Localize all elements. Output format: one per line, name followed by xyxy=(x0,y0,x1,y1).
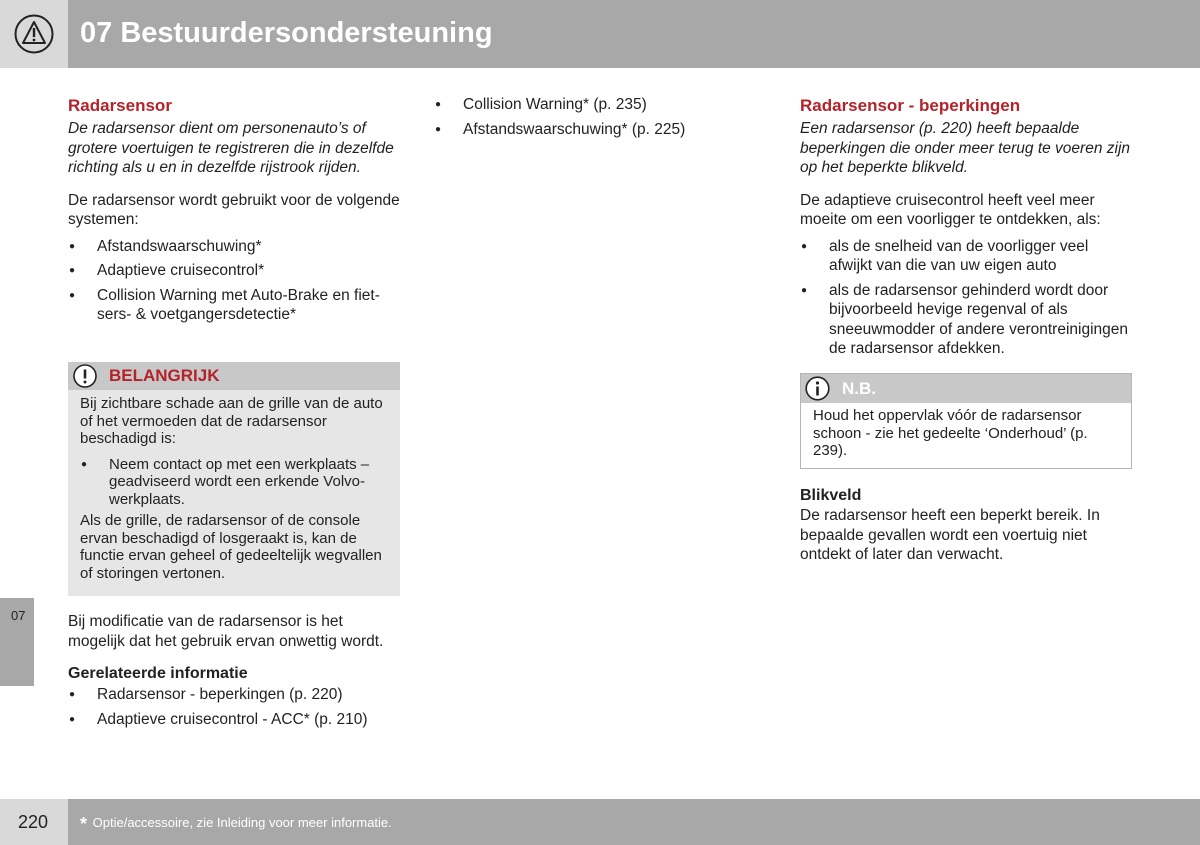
chapter-title: 07 Bestuurdersondersteuning xyxy=(80,17,493,49)
important-notice-title: BELANGRIJK xyxy=(109,366,220,385)
column-1 xyxy=(68,95,400,330)
blikveld-section xyxy=(800,486,1132,565)
blikveld-heading: Blikveld xyxy=(800,487,862,504)
important-notice-body xyxy=(68,390,400,582)
exclamation-icon xyxy=(73,364,97,388)
important-list xyxy=(80,456,388,509)
conditions-list xyxy=(800,237,1132,359)
page-number: 220 xyxy=(18,812,49,832)
conditions-intro: De adaptieve cruisecontrol heeft veel meer moeite om een voorligger te ontdekken, als: xyxy=(800,191,1101,228)
note-box-header xyxy=(801,374,1131,403)
related-info-list-continued xyxy=(434,95,734,139)
systems-list xyxy=(68,237,400,325)
note-box xyxy=(800,373,1132,469)
column-3 xyxy=(800,95,1132,364)
related-link-item[interactable]: ● Adaptieve cruisecontrol - ACC* (p. 210) xyxy=(68,710,400,730)
section-heading-radarsensor: Radarsensor xyxy=(68,96,172,115)
related-link-item[interactable]: ● Collision Warning* (p. 235) xyxy=(434,95,734,115)
asterisk-marker: * xyxy=(80,814,88,834)
info-icon xyxy=(805,376,830,401)
section-lead: Een radarsensor (p. 220) heeft bepaalde beperkingen die onder meer terug te voeren zijn op het beperkte blikveld. xyxy=(800,120,1131,176)
related-link-item[interactable]: ● Radarsensor - beperkingen (p. 220) xyxy=(68,685,400,705)
list-item: ● als de snelheid van de voorligger veel afwijkt van die van uw eigen auto xyxy=(800,237,1132,276)
blikveld-text: De radarsensor heeft een beperkt bereik. In bepaalde gevallen wordt een voertuig niet ontdekt of later dan verwacht. xyxy=(800,507,1100,563)
section-lead: De radarsensor dient om personenauto’s of grotere voertuigen te registreren die in dezelfde richting als u en in dezelfde rijstrook rijden. xyxy=(68,120,394,176)
column-2 xyxy=(434,95,734,144)
chapter-side-tab-label: 07 xyxy=(11,608,26,623)
list-item: ● Afstandswaarschuwing* xyxy=(68,237,400,257)
list-item: ● Neem contact op met een werkplaats – geadviseerd wordt een erkende Volvo-werkplaats. xyxy=(80,456,388,509)
important-notice-header xyxy=(68,362,400,390)
list-item: ● Collision Warning met Auto-Brake en fietsers- & voetgangersdetectie* xyxy=(68,286,400,325)
related-info-heading: Gerelateerde informatie xyxy=(68,665,248,682)
list-item: ● als de radarsensor gehinderd wordt door bijvoorbeeld hevige regenval of als sneeuwmodder of andere verontreinigingen de radarsensor afdekken. xyxy=(800,281,1132,359)
important-notice-box xyxy=(68,362,400,596)
column-1-continued xyxy=(68,612,400,734)
systems-intro: De radarsensor wordt gebruikt voor de volgende systemen: xyxy=(68,191,400,228)
related-link-item[interactable]: ● Afstandswaarschuwing* (p. 225) xyxy=(434,120,734,140)
warning-triangle-icon xyxy=(14,14,54,54)
section-heading-beperkingen: Radarsensor - beperkingen xyxy=(800,96,1021,115)
important-text-1: Bij zichtbare schade aan de grille van de auto of het vermoeden dat de radarsensor beschadigd is: xyxy=(80,395,383,447)
list-item: ● Adaptieve cruisecontrol* xyxy=(68,261,400,281)
modification-note: Bij modificatie van de radarsensor is het mogelijk dat het gebruik ervan onwettig wordt. xyxy=(68,613,384,650)
footer-note xyxy=(80,815,392,832)
note-box-title: N.B. xyxy=(842,379,876,398)
footer-note-text: Optie/accessoire, zie Inleiding voor meer informatie. xyxy=(92,815,392,830)
note-box-text: Houd het oppervlak vóór de radarsensor schoon - zie het gedeelte ‘Onderhoud’ (p. 239). xyxy=(813,407,1088,459)
important-text-2: Als de grille, de radarsensor of de console ervan beschadigd of losgeraakt is, kan de functie ervan geheel of gedeeltelijk wegvallen of storingen vertonen. xyxy=(80,512,382,582)
related-info-list xyxy=(68,685,400,729)
